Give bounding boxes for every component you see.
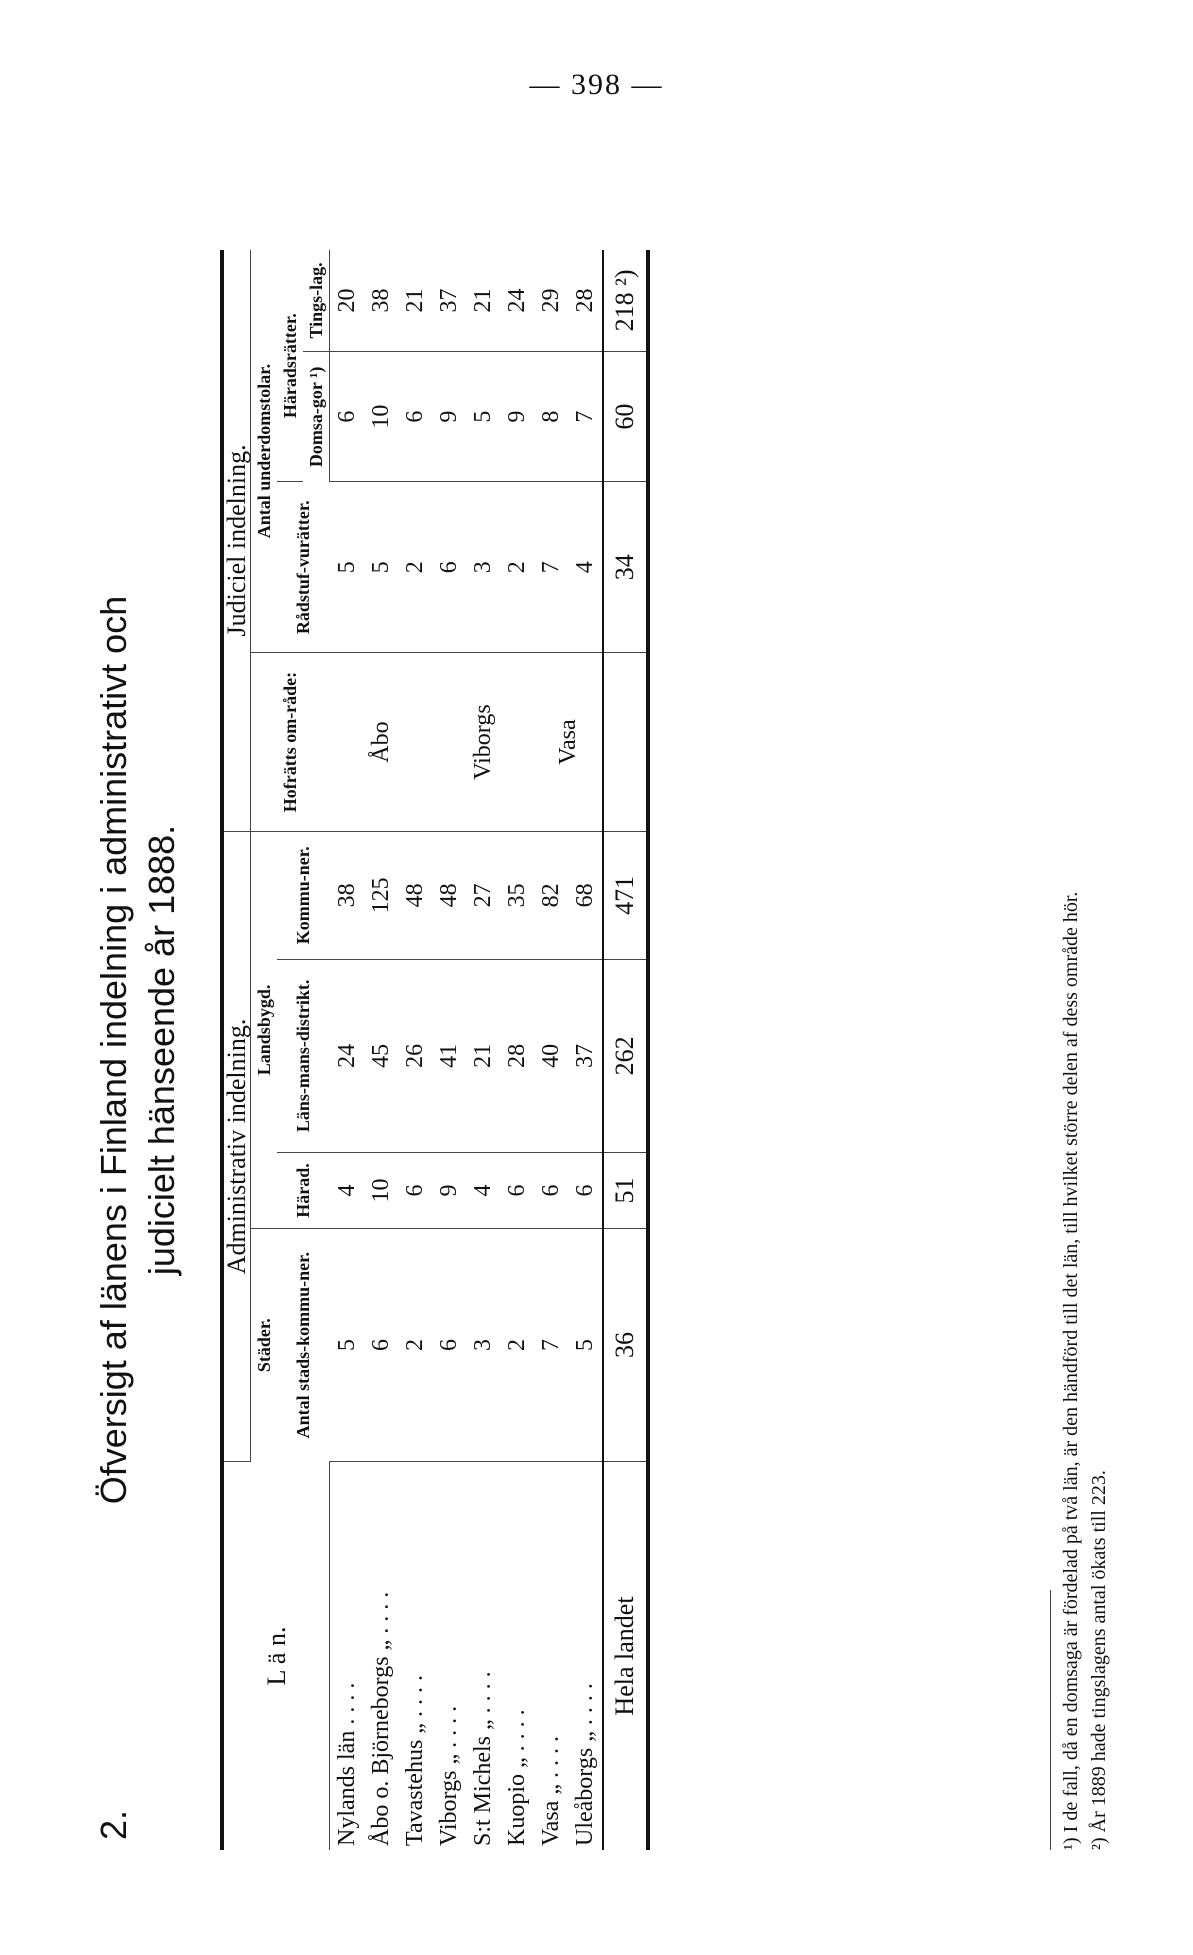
cell-tingslag: 29 (534, 250, 568, 351)
total-lansmans: 262 (603, 959, 648, 1152)
total-row (603, 250, 648, 1850)
lan-suffix: „ . . . . (504, 1709, 530, 1768)
cell-stader: 5 (330, 1228, 365, 1461)
cell-kommuner: 35 (500, 831, 534, 959)
footnote-2: ²) År 1889 hade tingslagens antal ökats till 223. (1088, 1470, 1110, 1850)
cell-kommuner: 125 (364, 831, 398, 959)
table-row (534, 250, 568, 1850)
cell-lansmans: 41 (432, 959, 466, 1152)
cell-stader: 7 (534, 1228, 568, 1461)
cell-tingslag: 28 (568, 250, 603, 351)
cell-tingslag: 20 (330, 250, 365, 351)
header-admin: Administrativ indelning. (222, 831, 251, 1461)
cell-kommuner: 27 (466, 831, 500, 959)
cell-harad: 10 (364, 1152, 398, 1228)
header-antal-under: Antal underdomstolar. (251, 250, 278, 653)
header-radstuf: Rådstuf-vurätter. (277, 482, 330, 653)
table-row (330, 250, 365, 1850)
lan-name: Kuopio (504, 1774, 530, 1846)
cell-radstuf: 5 (364, 482, 398, 653)
cell-domsagor: 9 (432, 351, 466, 481)
cell-radstuf: 2 (398, 482, 432, 653)
cell-stader: 6 (432, 1228, 466, 1461)
header-antal-stadskommuner: Antal stads-kommu-ner. (293, 1252, 314, 1439)
lan-name: Åbo o. Björneborgs (368, 1656, 394, 1846)
header-harad: Härad. (277, 1152, 330, 1228)
header-judiciel: Judiciel indelning. (222, 250, 251, 831)
cell-domsagor: 5 (466, 351, 500, 481)
page-number: — 398 — (529, 68, 664, 101)
cell-tingslag: 21 (466, 250, 500, 351)
cell-stader: 6 (364, 1228, 398, 1461)
cell-radstuf: 7 (534, 482, 568, 653)
total-hofratt-empty (603, 653, 648, 832)
cell-tingslag: 38 (364, 250, 398, 351)
table-row (568, 250, 603, 1850)
total-tingslag: 218 ²) (603, 250, 648, 351)
cell-tingslag: 24 (500, 250, 534, 351)
cell-kommuner: 38 (330, 831, 365, 959)
statistics-table (220, 250, 650, 1850)
lan-suffix: „ . . . . (402, 1675, 428, 1734)
hofratt-vasa: Vasa (534, 653, 603, 832)
header-hofratt: Hofrätts om-råde: (251, 653, 330, 832)
table-title (90, 250, 186, 1850)
cell-lansmans: 45 (364, 959, 398, 1152)
header-kommuner: Kommu-ner. (277, 831, 330, 959)
title-line-2: judicielt hänseende år 1888. (141, 824, 182, 1276)
footnote-rule (1050, 1590, 1051, 1850)
total-domsagor: 60 (603, 351, 648, 481)
header-lansmans: Läns-mans-distrikt. (277, 959, 330, 1152)
cell-radstuf: 6 (432, 482, 466, 653)
cell-harad: 6 (398, 1152, 432, 1228)
cell-kommuner: 48 (432, 831, 466, 959)
total-radstuf: 34 (603, 482, 648, 653)
cell-lansmans: 21 (466, 959, 500, 1152)
cell-lansmans: 24 (330, 959, 365, 1152)
cell-tingslag: 37 (432, 250, 466, 351)
lan-name: Nylands (334, 1766, 360, 1846)
total-label: Hela landet (603, 1462, 648, 1851)
cell-domsagor: 10 (364, 351, 398, 481)
table-row (432, 250, 466, 1850)
cell-harad: 4 (466, 1152, 500, 1228)
title-line-1: Öfversigt af länens i Finland indelning i administrativt och (93, 595, 134, 1505)
hofratt-abo: Åbo (330, 653, 433, 832)
lan-name: Vasa (538, 1800, 564, 1846)
cell-tingslag: 21 (398, 250, 432, 351)
total-harad: 51 (603, 1152, 648, 1228)
cell-lansmans: 28 (500, 959, 534, 1152)
title-number: 2. (93, 1809, 134, 1840)
header-stader: Städer. (254, 1318, 274, 1373)
rotated-page-content (90, 250, 1190, 1850)
cell-radstuf: 4 (568, 482, 603, 653)
cell-kommuner: 68 (568, 831, 603, 959)
cell-domsagor: 6 (330, 351, 365, 481)
lan-suffix: „ . . . . (470, 1671, 496, 1730)
cell-stader: 3 (466, 1228, 500, 1461)
cell-harad: 6 (500, 1152, 534, 1228)
cell-radstuf: 5 (330, 482, 365, 653)
cell-lansmans: 37 (568, 959, 603, 1152)
cell-radstuf: 2 (500, 482, 534, 653)
table-row (466, 250, 500, 1850)
cell-lansmans: 26 (398, 959, 432, 1152)
cell-harad: 6 (534, 1152, 568, 1228)
cell-radstuf: 3 (466, 482, 500, 653)
total-stader: 36 (603, 1228, 648, 1461)
lan-name: Viborgs (436, 1770, 462, 1846)
header-haradsratter: Häradsrätter. (277, 250, 303, 482)
cell-kommuner: 48 (398, 831, 432, 959)
footnote-1: ¹) I de fall, då en domsaga är fördelad på två län, är den händförd till det län, till hvilket större delen af dess område hör. (1060, 891, 1082, 1850)
cell-stader: 2 (398, 1228, 432, 1461)
cell-domsagor: 7 (568, 351, 603, 481)
lan-name: Uleåborgs (572, 1747, 598, 1846)
lan-suffix: län . . . . (334, 1682, 360, 1760)
cell-harad: 4 (330, 1152, 365, 1228)
lan-name: Tavastehus (402, 1739, 428, 1846)
cell-kommuner: 82 (534, 831, 568, 959)
lan-suffix: „ . . . . (436, 1705, 462, 1765)
cell-domsagor: 8 (534, 351, 568, 481)
header-domsagor: Domsa-gor ¹) (303, 351, 330, 481)
cell-stader: 5 (568, 1228, 603, 1461)
cell-lansmans: 40 (534, 959, 568, 1152)
footnotes (1050, 250, 1113, 1850)
table-row (364, 250, 398, 1850)
table-row (500, 250, 534, 1850)
total-kommuner: 471 (603, 831, 648, 959)
header-lan: L ä n. (222, 1462, 330, 1851)
cell-harad: 6 (568, 1152, 603, 1228)
lan-suffix: „ . . . . (538, 1736, 564, 1795)
lan-suffix: „ . . . . (572, 1683, 598, 1742)
cell-domsagor: 6 (398, 351, 432, 481)
hofratt-viborgs: Viborgs (432, 653, 534, 832)
lan-suffix: „ . . . . (368, 1591, 394, 1651)
cell-stader: 2 (500, 1228, 534, 1461)
lan-name: S:t Michels (470, 1735, 496, 1846)
table-row (398, 250, 432, 1850)
header-landsbygd: Landsbygd. (251, 831, 278, 1228)
cell-harad: 9 (432, 1152, 466, 1228)
header-tingslag: Tings-lag. (303, 250, 330, 351)
cell-domsagor: 9 (500, 351, 534, 481)
